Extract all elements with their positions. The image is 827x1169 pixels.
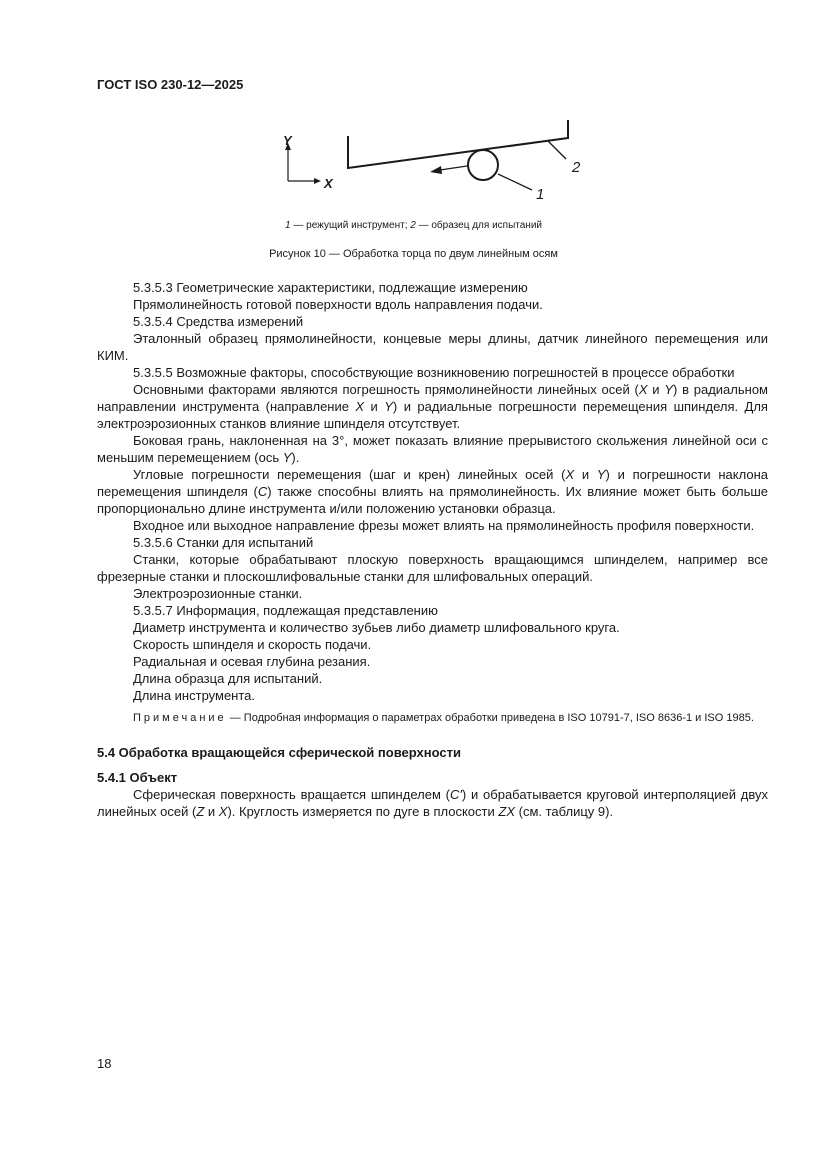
cutting-tool-circle bbox=[468, 150, 498, 180]
section-5-3-5-6-heading: 5.3.5.6 Станки для испытаний bbox=[133, 535, 314, 550]
section-5-3-5-4-heading: 5.3.5.4 Средства измерений bbox=[133, 314, 304, 329]
note bbox=[97, 710, 768, 726]
section-5-3-5-5-heading: 5.3.5.5 Возможные факторы, способствующие возникновению погрешностей в процессе обработки bbox=[133, 365, 735, 380]
list-item: Длина образца для испытаний. bbox=[133, 671, 323, 686]
section-5-3-5-7-heading: 5.3.5.7 Информация, подлежащая представлению bbox=[133, 603, 438, 618]
x-axis-arrowhead bbox=[314, 178, 321, 184]
feed-direction-arrowhead bbox=[430, 166, 442, 174]
section-5-4-1-text: Сферическая поверхность вращается шпинделем (C') и обрабатывается круговой интерполяцией двух линейных осей (Z и X). Круглость измеряется по дуге в плоскости ZX (см. таблицу 9). bbox=[97, 787, 768, 819]
paragraph-side-face: Боковая грань, наклоненная на 3°, может показать влияние прерывистого скольжения линейной оси с меньшим перемещением (ось Y). bbox=[97, 433, 768, 465]
legend-text-2: — образец для испытаний bbox=[415, 220, 542, 231]
x-axis-label: X bbox=[324, 176, 333, 191]
legend-number-2: 2 bbox=[410, 220, 416, 231]
note-label: Примечание bbox=[133, 712, 227, 724]
figure-title: Рисунок 10 — Обработка торца по двум линейным осям bbox=[269, 248, 558, 260]
document-header: ГОСТ ISO 230-12—2025 bbox=[97, 77, 244, 92]
page-number: 18 bbox=[97, 1056, 112, 1071]
figure-legend bbox=[0, 220, 827, 231]
section-5-3-5-6-text-1: Станки, которые обрабатывают плоскую поверхность вращающимся шпинделем, например все фрезерные станки и плоскошлифовальные станки для шлифовальных операций. bbox=[97, 552, 768, 584]
list-item: Длина инструмента. bbox=[133, 688, 256, 703]
section-5-3-5-6-text-2: Электроэрозионные станки. bbox=[133, 586, 303, 601]
list-item: Скорость шпинделя и скорость подачи. bbox=[133, 637, 372, 652]
note-text: — Подробная информация о параметрах обработки приведена в ISO 10791-7, ISO 8636-1 и ISO 1985. bbox=[226, 712, 754, 724]
leader-line-2 bbox=[548, 141, 566, 159]
leader-line-1 bbox=[498, 174, 532, 190]
callout-2: 2 bbox=[572, 159, 581, 176]
section-5-3-5-3-text: Прямолинейность готовой поверхности вдоль направления подачи. bbox=[133, 297, 543, 312]
y-axis-label: Y bbox=[283, 133, 292, 148]
callout-1: 1 bbox=[536, 186, 545, 203]
feed-direction-line bbox=[440, 166, 467, 170]
paragraph-angular-errors: Угловые погрешности перемещения (шаг и крен) линейных осей (X и Y) и погрешности наклона перемещения шпинделя (C) также способны влиять на прямолинейность. Их влияние может быть больше пропорционально длине инструмента и/или положению установки образца. bbox=[97, 467, 768, 516]
list-item: Диаметр инструмента и количество зубьев либо диаметр шлифовального круга. bbox=[133, 620, 620, 635]
workpiece-outline bbox=[348, 120, 568, 168]
document-body bbox=[97, 279, 768, 820]
paragraph-cutter-direction: Входное или выходное направление фрезы может влиять на прямолинейность профиля поверхности. bbox=[133, 518, 755, 533]
section-5-3-5-3-heading: 5.3.5.3 Геометрические характеристики, подлежащие измерению bbox=[133, 280, 528, 295]
legend-text-1: — режущий инструмент; bbox=[290, 220, 411, 231]
section-5-4-1-heading: 5.4.1 Объект bbox=[97, 770, 178, 785]
legend-number-1: 1 bbox=[285, 220, 291, 231]
figure-10-diagram bbox=[270, 118, 600, 208]
section-5-4-heading: 5.4 Обработка вращающейся сферической поверхности bbox=[97, 745, 461, 760]
section-5-3-5-4-text: Эталонный образец прямолинейности, концевые меры длины, датчик линейного перемещения или КИМ. bbox=[97, 331, 768, 363]
paragraph-error-factors: Основными факторами являются погрешность прямолинейности линейных осей (X и Y) в радиальном направлении инструмента (направление X и Y) и радиальные погрешности перемещения шпинделя. Для электроэрозионных станков влияние шпинделя отсутствует. bbox=[97, 382, 768, 431]
list-item: Радиальная и осевая глубина резания. bbox=[133, 654, 371, 669]
